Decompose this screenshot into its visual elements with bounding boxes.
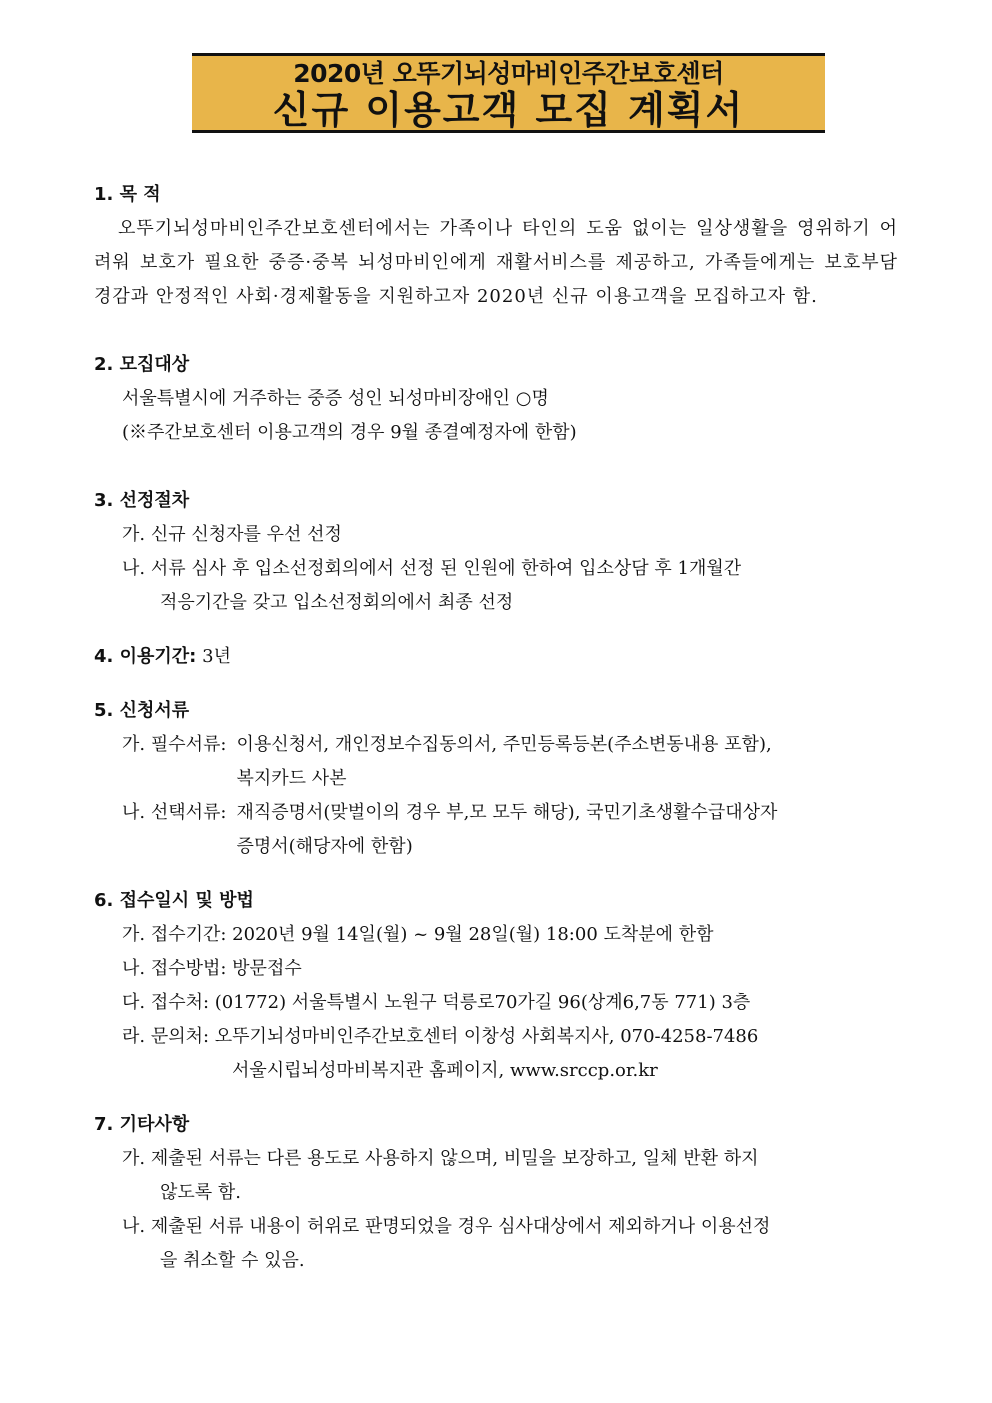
- section-purpose-text: 오뚜기뇌성마비인주간보호센터에서는 가족이나 타인의 도움 없이는 일상생활을 영위하기 어려워 보호가 필요한 중증·중복 뇌성마비인에게 재활서비스를 제공하고, 가족들에게는 보호부담 경감과 안정적인 사회·경제활동을 지원하고자 2020년 신규 이용고객을 모집하고자 함.: [94, 218, 898, 307]
- documents-optional-label: 나. 선택서류:: [122, 802, 227, 823]
- section-documents-optional: [94, 796, 898, 864]
- etc-item-a-line2: 않도록 함.: [160, 1182, 241, 1203]
- section-selection-item-b-line2: 적응기간을 갖고 입소선정회의에서 최종 선정: [160, 592, 514, 613]
- section-target-line1: 서울특별시에 거주하는 중증 성인 뇌성마비장애인 ○명: [122, 388, 549, 409]
- section-period-heading: 4. 이용기간:: [94, 646, 197, 667]
- documents-optional-line1: 재직증명서(맞벌이의 경우 부,모 모두 해당), 국민기초생활수급대상자: [236, 802, 778, 823]
- etc-item-a: [94, 1142, 898, 1210]
- section-application-heading: 6. 접수일시 및 방법: [94, 890, 254, 911]
- section-target-line2: (※주간보호센터 이용고객의 경우 9월 종결예정자에 한함): [122, 422, 577, 443]
- application-item-a: 가. 접수기간: 2020년 9월 14일(월) ~ 9월 28일(월) 18:00 도착분에 한함: [122, 924, 714, 945]
- title-banner: [192, 53, 825, 133]
- documents-required-line1: 이용신청서, 개인정보수집동의서, 주민등록등본(주소변동내용 포함),: [236, 734, 772, 755]
- application-item-d-line2: 서울시립뇌성마비복지관 홈페이지, www.srccp.or.kr: [232, 1060, 658, 1081]
- etc-item-a-line1: 가. 제출된 서류는 다른 용도로 사용하지 않으며, 비밀을 보장하고, 일체 반환 하지: [122, 1148, 759, 1169]
- application-item-d-line1: 라. 문의처: 오뚜기뇌성마비인주간보호센터 이창성 사회복지사, 070-4258-7486: [122, 1026, 759, 1047]
- section-etc-heading: 7. 기타사항: [94, 1114, 190, 1135]
- section-target-heading: 2. 모집대상: [94, 354, 190, 375]
- section-documents-heading: 5. 신청서류: [94, 700, 190, 721]
- section-documents-required: [94, 728, 898, 796]
- application-item-d: [94, 1020, 898, 1088]
- document-body: [94, 178, 898, 1278]
- application-item-b: 나. 접수방법: 방문접수: [122, 958, 302, 979]
- etc-item-b-line1: 나. 제출된 서류 내용이 허위로 판명되었을 경우 심사대상에서 제외하거나 이용선정: [122, 1216, 771, 1237]
- section-period-value: 3년: [202, 646, 231, 667]
- section-purpose-heading: 1. 목 적: [94, 184, 161, 205]
- section-selection-item-a: 가. 신규 신청자를 우선 선정: [122, 524, 342, 545]
- title-year-center: 2020년 오뚜기뇌성마비인주간보호센터: [293, 59, 724, 88]
- section-period: [94, 640, 898, 674]
- etc-item-b-line2: 을 취소할 수 있음.: [160, 1250, 305, 1271]
- section-selection-item-b-line1: 나. 서류 심사 후 입소선정회의에서 선정 된 인원에 한하여 입소상담 후 1개월간: [122, 558, 742, 579]
- section-selection-item-b: [94, 552, 898, 620]
- etc-item-b: [94, 1210, 898, 1278]
- documents-required-label: 가. 필수서류:: [122, 734, 227, 755]
- section-selection-heading: 3. 선정절차: [94, 490, 190, 511]
- documents-required-line2: 복지카드 사본: [236, 768, 347, 789]
- application-item-c: 다. 접수처: (01772) 서울특별시 노원구 덕릉로70가길 96(상계6,7동 771) 3층: [122, 992, 751, 1013]
- title-main: 신규 이용고객 모집 계획서: [272, 88, 745, 132]
- documents-optional-line2: 증명서(해당자에 한함): [236, 836, 413, 857]
